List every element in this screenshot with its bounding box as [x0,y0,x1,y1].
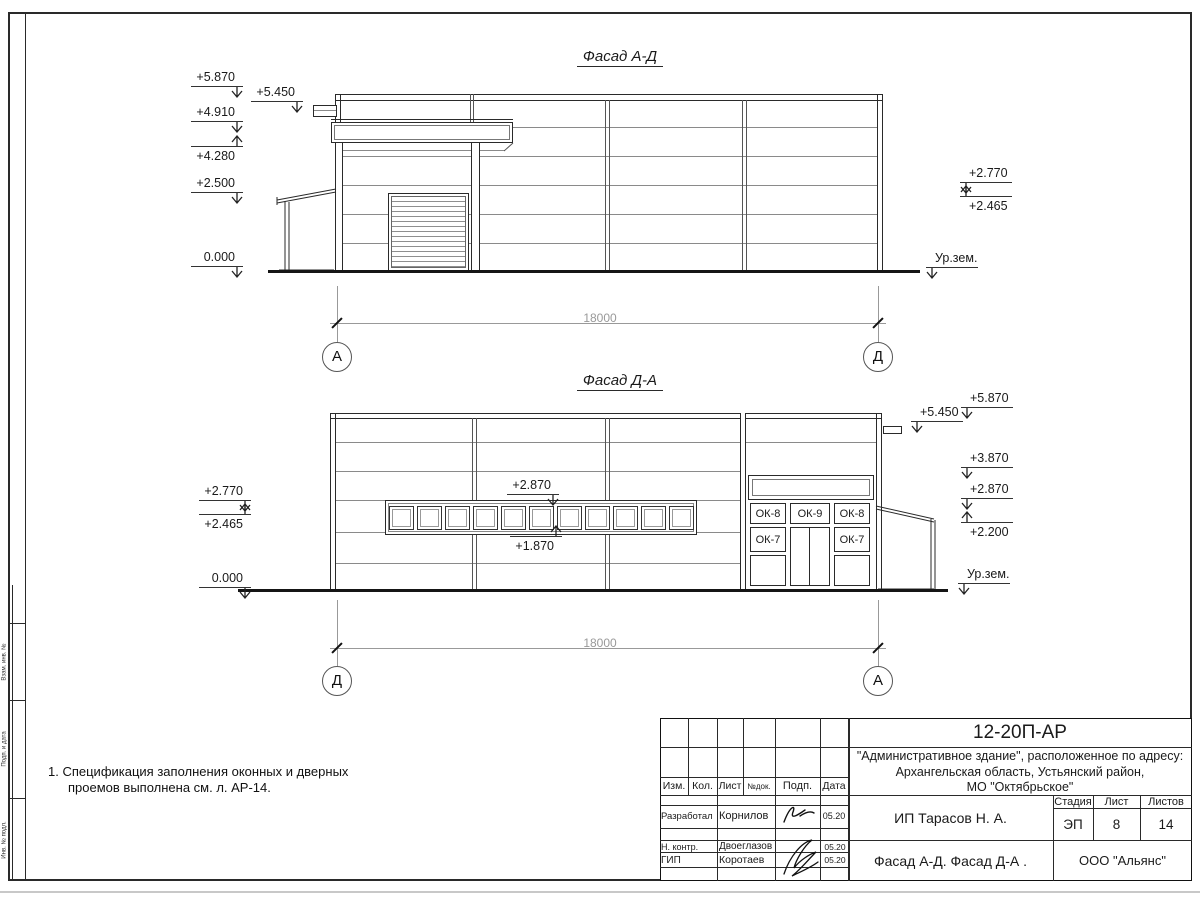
elevation-arrow-down-icon [956,584,972,596]
tb-stage-label: Стадия [1054,795,1092,808]
facade2-pipe [883,426,902,434]
facade2-axis-left: Д [322,666,352,696]
tb-name-developer: Корнилов [719,810,769,822]
tb-sheet-label: Лист [1104,795,1129,808]
facade2-glazing-panel [750,555,786,586]
elevation-arrow-down-icon [229,267,245,279]
elevation-value: +2.770 [969,166,1008,180]
facade1-axis-right: Д [863,342,893,372]
elevation-arrow-down-icon [289,102,305,114]
tb-stage-value: ЭП [1063,816,1083,832]
elevation-arrow-up-icon [229,134,245,146]
tb-col-data: Дата [822,780,846,792]
elevation-value: +2.500 [196,176,235,190]
tb-col-podp: Подп. [782,780,813,792]
side-stamp-label: Инв. № подл. [1,820,8,859]
facade2-window-ok8-left: ОК-8 [750,503,786,524]
facade1-pipe [313,105,337,117]
elevation-value: Ур.зем. [935,251,978,265]
tb-company: ООО "Альянс" [1079,853,1166,868]
facade1-ground-line [268,270,920,273]
strip-window [417,506,442,530]
facade1-porch [276,183,338,273]
elevation-arrow-up-icon [548,524,564,536]
facade1-title: Фасад А-Д [500,48,740,65]
elevation-arrow-down-icon [237,588,253,600]
page-edge [0,891,1200,893]
elevation-arrow-up-icon [958,184,974,196]
tb-date-gip: 05.20 [824,855,846,865]
tb-col-izm: Изм. [662,780,686,792]
elevation-arrow-down-icon [229,122,245,134]
spec-note [48,764,378,796]
tb-date-developer: 05.20 [822,811,846,821]
tb-role-ncontr: Н. контр. [661,841,699,852]
facade2-window-ok9: ОК-9 [790,503,830,524]
elevation-value: 0.000 [203,250,235,264]
elevation-value: +2.770 [204,484,243,498]
tb-col-list: Лист [718,780,742,792]
tb-role-gip: ГИП [661,854,681,866]
elevation-value: +2.200 [970,525,1009,539]
elevation-arrow-down-icon [924,268,940,280]
tb-col-ndok: №док. [747,781,771,791]
spec-note-line1: 1. Спецификация заполнения оконных и дверных [48,764,349,779]
signature-gip [776,836,824,880]
elevation-value: +2.870 [970,482,1009,496]
tb-sheet-value: 8 [1112,816,1121,832]
elevation-leader-line [961,522,1013,523]
facade2-dim-value: 18000 [583,636,617,650]
facade2-entrance-door [790,527,830,586]
elevation-leader-line [510,536,562,537]
elevation-value: Ур.зем. [967,567,1010,581]
tb-col-kol: Кол. [692,780,713,792]
facade1-axis-left: А [322,342,352,372]
elevation-value: +2.465 [969,199,1008,213]
tb-name-gip: Коротаев [719,854,765,866]
strip-window [641,506,666,530]
strip-window [669,506,694,530]
elevation-value: +5.450 [256,85,295,99]
facade2-window-ok8-right: ОК-8 [834,503,870,524]
tb-name-ncontr: Двоеглазов [719,841,773,852]
elevation-leader-line [191,146,243,147]
elevation-value: +5.870 [196,70,235,84]
tb-doc-number: 12-20П-АР [973,721,1067,743]
strip-window [613,506,638,530]
tb-sheets-label: Листов [1148,795,1184,808]
elevation-value: +2.870 [512,478,551,492]
strip-window [585,506,610,530]
strip-window [445,506,470,530]
tb-date-ncontr: 05.20 [824,841,846,852]
facade2-window-ok7-left: ОК-7 [750,527,786,552]
tb-content-title: Фасад А-Д. Фасад Д-А . [873,852,1028,869]
side-stamp-label: Взам. инв. № [1,642,8,681]
tb-sheets-value: 14 [1158,816,1174,832]
elevation-leader-line [960,196,1012,197]
elevation-value: +5.450 [920,405,959,419]
tb-project-name: "Административное здание", расположенное по адресу: Архангельская область, Устьянский район, МО "Октябрьское" [856,749,1184,794]
elevation-arrow-down-icon [909,422,925,434]
signature-developer [780,802,818,827]
strip-window [473,506,498,530]
facade2-porch [874,498,938,592]
tb-role-developer: Разработал [661,810,713,822]
elevation-arrow-up-icon [237,502,253,514]
strip-window [501,506,526,530]
facade1-canopy-brace [504,143,514,152]
elevation-arrow-down-icon [545,495,561,507]
facade2-ground-line [238,589,948,592]
facade1-dim-value: 18000 [583,311,617,325]
side-stamp-label: Подп. и дата [1,731,8,767]
elevation-value: 0.000 [211,571,243,585]
strip-window [389,506,414,530]
elevation-value: +5.870 [970,391,1009,405]
elevation-leader-line [199,514,251,515]
elevation-value: +2.465 [204,517,243,531]
elevation-arrow-down-icon [959,468,975,480]
elevation-value: +1.870 [515,539,554,553]
facade1-post-right [471,143,480,271]
elevation-arrow-up-icon [959,510,975,522]
tb-client: ИП Тарасов Н. А. [894,809,1007,826]
facade2-title: Фасад Д-А [500,372,740,389]
elevation-value: +3.870 [970,451,1009,465]
facade2-window-ok7-right: ОК-7 [834,527,870,552]
spec-note-line2: проемов выполнена см. л. АР-14. [68,780,271,795]
elevation-value: +4.910 [196,105,235,119]
facade2-axis-right: А [863,666,893,696]
elevation-arrow-down-icon [229,193,245,205]
elevation-value: +4.280 [196,149,235,163]
facade2-glazing-panel [834,555,870,586]
